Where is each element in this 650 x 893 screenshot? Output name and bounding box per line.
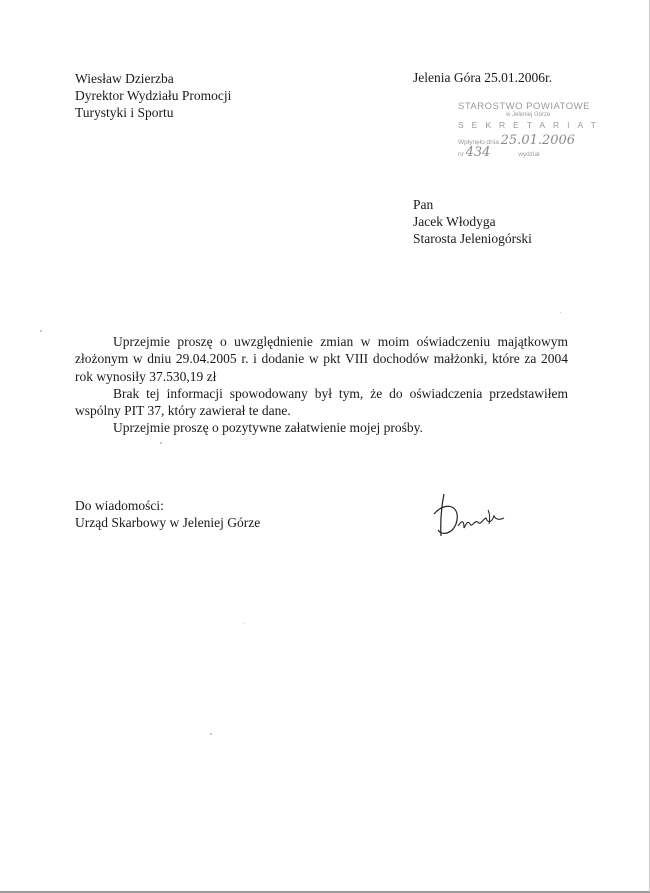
recipient-name: Jacek Włodyga <box>413 214 496 229</box>
scan-speck <box>40 330 42 332</box>
cc-label: Do wiadomości: <box>75 498 164 513</box>
body-paragraph-1: Uprzejmie proszę o uwzględnienie zmian w moim oświadczeniu majątkowym złożonym w dniu 29.04.2005 r. i dodanie w pkt VIII dochodów małżonki, które za 2004 rok wynosiły 37.530,19 zł <box>75 334 568 384</box>
stamp-location: w Jeleniej Górze <box>506 112 551 118</box>
scan-speck <box>243 623 244 624</box>
recipient-salutation: Pan <box>413 197 434 212</box>
stamp-number-value: 434 <box>465 145 491 160</box>
sender-position-line1: Dyrektor Wydziału Promocji <box>75 88 232 103</box>
scan-speck <box>560 312 561 313</box>
received-stamp <box>452 101 604 159</box>
sender-name: Wiesław Dzierzba <box>75 71 174 86</box>
stamp-number-row <box>458 145 540 160</box>
recipient-title: Starosta Jeleniogórski <box>413 231 532 246</box>
signature <box>432 490 512 540</box>
recipient-block <box>413 196 532 247</box>
stamp-number-label: nr <box>458 151 464 158</box>
scan-speck <box>160 442 162 444</box>
stamp-received-value: 25.01.2006 <box>500 133 576 148</box>
cc-recipient: Urząd Skarbowy w Jeleniej Górze <box>75 515 261 530</box>
body-paragraph-2: Brak tej informacji spowodowany był tym, że do oświadczenia przedstawiłem wspólny PIT 37, który zawierał te dane. <box>75 385 568 419</box>
scan-speck <box>210 733 212 735</box>
place-and-date: Jelenia Góra 25.01.2006r. <box>413 70 553 85</box>
letter-body <box>75 333 568 437</box>
stamp-department: SEKRETARIAT <box>458 120 604 130</box>
stamp-office: STAROSTWO POWIATOWE <box>458 101 590 112</box>
stamp-extra-label: wydział <box>518 151 540 158</box>
sender-block <box>75 70 231 121</box>
stamp-received-label: Wpłynęło dnia <box>458 139 499 146</box>
cc-block <box>75 497 260 531</box>
sender-position-line2: Turystyki i Sportu <box>75 105 174 120</box>
body-paragraph-3: Uprzejmie proszę o pozytywne załatwienie mojej prośby. <box>113 420 423 436</box>
